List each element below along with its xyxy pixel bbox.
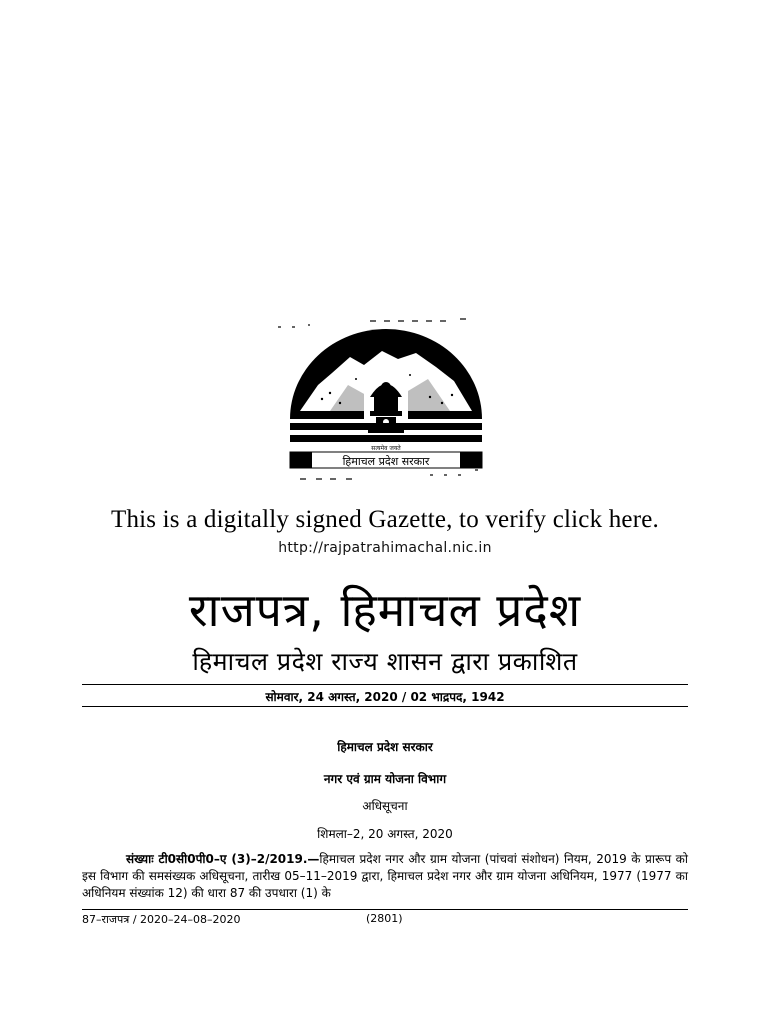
emblem-motto: सत्यमेव जयते	[371, 445, 401, 452]
footer-divider	[82, 909, 688, 910]
notice-type: अधिसूचना	[362, 799, 408, 813]
verify-url[interactable]: http://rajpatrahimachal.nic.in	[278, 540, 492, 556]
gazette-title: राजपत्र, हिमाचल प्रदेश	[188, 583, 582, 637]
verify-link[interactable]: This is a digitally signed Gazette, to verify click here.	[110, 506, 660, 533]
notice-text: हिमाचल प्रदेश नगर और ग्राम योजना (पांचवां संशोधन) नियम, 2019 के प्रारूप को इस विभाग की समसंख्यक अधिसूचना, तारीख 05–11–2019 द्वारा, हिमाचल प्रदेश नगर और ग्राम योजना अधिनियम, 1977 (1977 का अधिनियम संख्यांक 12) की धारा 87 की उपधारा (1) के	[82, 852, 688, 900]
divider	[82, 706, 688, 707]
emblem-state-name: हिमाचल प्रदेश सरकार	[342, 455, 430, 468]
government-name: हिमाचल प्रदेश सरकार	[337, 740, 433, 754]
notice-number: संख्याः टी0सी0पी0–ए (3)–2/2019.—	[126, 852, 320, 866]
department-name: नगर एवं ग्राम योजना विभाग	[323, 772, 447, 786]
notice-body	[82, 851, 688, 902]
gazette-subtitle: हिमाचल प्रदेश राज्य शासन द्वारा प्रकाशित	[192, 647, 578, 676]
gazette-dateline: सोमवार, 24 अगस्त, 2020 / 02 भाद्रपद, 1942	[265, 690, 505, 704]
page-number: (2801)	[366, 912, 403, 925]
divider	[82, 684, 688, 685]
footer-reference: 87–राजपत्र / 2020–24–08–2020	[82, 913, 241, 926]
place-date: शिमला–2, 20 अगस्त, 2020	[317, 827, 453, 841]
state-emblem	[270, 315, 500, 485]
